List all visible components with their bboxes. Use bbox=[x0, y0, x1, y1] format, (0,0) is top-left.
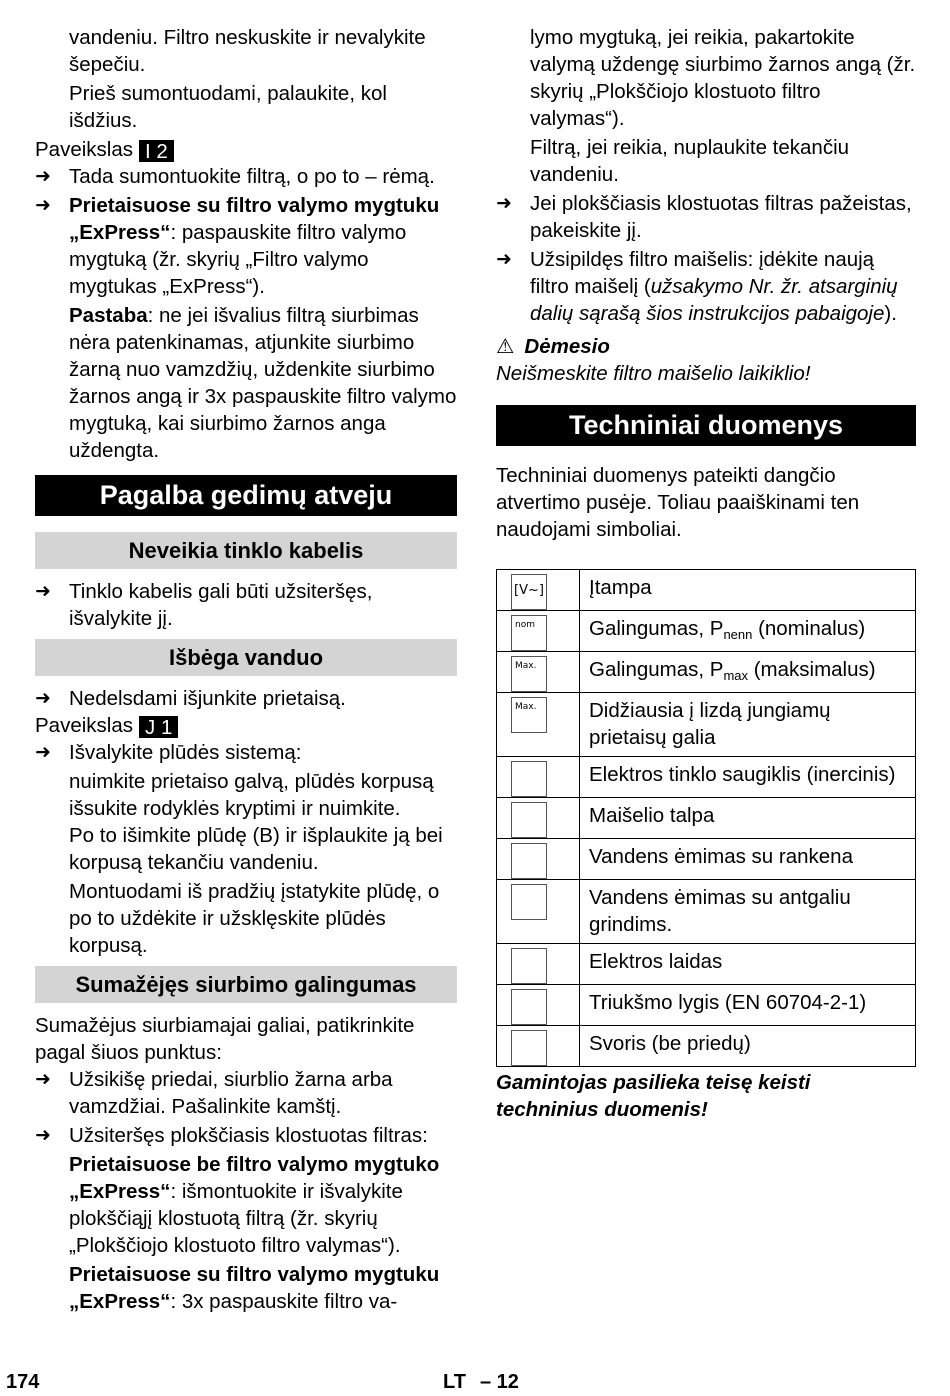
bullet-item: ➜ Išvalykite plūdės sistemą: bbox=[35, 739, 457, 766]
symbol-cell bbox=[497, 757, 580, 798]
bullet-item: ➜ Užsiteršęs plokščiasis klostuotas filtras: bbox=[35, 1122, 457, 1149]
disclaimer-note: Gamintojas pasilieka teisę keisti techninius duomenis! bbox=[496, 1071, 811, 1121]
figure-label: Paveikslas bbox=[35, 138, 133, 161]
bullet-item: ➜ Tada sumontuokite filtrą, o po to – rėmą. bbox=[35, 163, 457, 190]
table-row bbox=[497, 880, 916, 944]
description-cell bbox=[580, 985, 916, 1026]
description-cell bbox=[580, 757, 916, 798]
description-cell bbox=[580, 798, 916, 839]
subscript: nenn bbox=[723, 627, 753, 642]
symbol-description: Elektros laidas bbox=[589, 950, 723, 973]
paragraph-text: : išmontuokite ir išvalykite plokščiąjį klostuotą filtrą (žr. skyrių „Plokščiojo klostuoto filtro valymas“). bbox=[69, 1180, 403, 1257]
subsection-heading-suction: Sumažėjęs siurbimo galingumas bbox=[35, 966, 457, 1003]
fuse-icon bbox=[511, 761, 547, 797]
left-column bbox=[35, 24, 457, 1315]
description-cell bbox=[580, 652, 916, 693]
paragraph bbox=[35, 1261, 457, 1315]
table-row bbox=[497, 944, 916, 985]
weight-icon bbox=[511, 1030, 547, 1066]
symbol-cell bbox=[497, 652, 580, 693]
note-label: Pastaba bbox=[69, 304, 148, 327]
symbol-cell bbox=[497, 839, 580, 880]
paragraph: Sumažėjus siurbiamajai galiai, patikrinkite pagal šiuos punktus: bbox=[35, 1014, 415, 1064]
figure-reference bbox=[35, 712, 457, 739]
bullet-text: : paspauskite filtro valymo mygtuką (žr. skyrių „Filtro valymo mygtukas „ExPress“). bbox=[69, 221, 407, 298]
bullet-text: Užsipildęs filtro maišelis: įdėkite naują filtro maišelį ( bbox=[530, 248, 875, 298]
water-floor-icon bbox=[511, 884, 547, 920]
description-cell bbox=[580, 1026, 916, 1067]
description-cell bbox=[580, 839, 916, 880]
bullet-item: ➜ Užsikišę priedai, siurblio žarna arba vamzdžiai. Pašalinkite kamštį. bbox=[35, 1066, 457, 1120]
figure-reference bbox=[35, 136, 457, 163]
symbol-cell bbox=[497, 1026, 580, 1067]
figure-badge: J 1 bbox=[139, 716, 178, 738]
table-row bbox=[497, 611, 916, 652]
symbol-description: Vandens ėmimas su antgaliu grindims. bbox=[589, 886, 851, 936]
paragraph: Filtrą, jei reikia, nuplaukite tekančiu vandeniu. bbox=[530, 136, 850, 186]
symbol-description: Didžiausia į lizdą jungiamų prietaisų galia bbox=[589, 699, 831, 749]
symbol-description: Įtampa bbox=[589, 576, 652, 599]
symbol-description-suffix: (nominalus) bbox=[752, 617, 866, 640]
note-paragraph bbox=[35, 302, 457, 464]
symbol-description: Galingumas, P bbox=[589, 617, 724, 640]
description-cell bbox=[580, 570, 916, 611]
paragraph: Techniniai duomenys pateikti dangčio atvertimo pusėje. Toliau paaiškinami ten naudojami simboliai. bbox=[496, 464, 860, 541]
container-icon bbox=[511, 802, 547, 838]
bullet-item bbox=[35, 192, 457, 300]
table-row bbox=[497, 693, 916, 757]
bullet-item: ➜ Jei plokščiasis klostuotas filtras pažeistas, pakeiskite jį. bbox=[496, 190, 916, 244]
symbol-text: Max. bbox=[515, 702, 537, 712]
symbol-cell bbox=[497, 570, 580, 611]
description-cell bbox=[580, 944, 916, 985]
page-number: 174 bbox=[6, 1371, 40, 1393]
subscript: max bbox=[723, 668, 749, 683]
symbol-cell bbox=[497, 693, 580, 757]
paragraph: Prieš sumontuodami, palaukite, kol išdžius. bbox=[69, 82, 387, 132]
section-heading-tech: Techniniai duomenys bbox=[496, 405, 916, 446]
symbol-text: [V~] bbox=[514, 583, 544, 598]
paragraph: Montuodami iš pradžių įstatykite plūdę, o po to uždėkite ir užsklęskite plūdės korpusą. bbox=[69, 880, 440, 957]
noise-level-icon bbox=[511, 989, 547, 1025]
paragraph: lymo mygtuką, jei reikia, pakartokite valymą uždengę siurbimo žarnos angą (žr. skyrių „Plokščiojo klostuoto filtro valymas“). bbox=[530, 26, 916, 130]
symbol-cell bbox=[497, 944, 580, 985]
symbol-description: Elektros tinklo saugiklis (inercinis) bbox=[589, 763, 896, 786]
power-cord-icon bbox=[511, 948, 547, 984]
symbol-description-suffix: (maksimalus) bbox=[748, 658, 876, 681]
paragraph: Po to išimkite plūdę (B) ir išplaukite ją bei korpusą tekančiu vandeniu. bbox=[69, 824, 443, 874]
right-column bbox=[496, 24, 916, 1123]
symbol-table bbox=[496, 569, 916, 1067]
paragraph bbox=[35, 1151, 457, 1259]
description-cell bbox=[580, 693, 916, 757]
bullet-item bbox=[496, 246, 916, 327]
symbol-cell bbox=[497, 880, 580, 944]
warning-title bbox=[496, 333, 916, 360]
footer-language: LT bbox=[443, 1371, 466, 1393]
italic-text: užsakymo Nr. žr. atsarginių dalių sąrašą šios instrukcijos pabaigoje bbox=[530, 275, 898, 325]
bold-phrase: Prietaisuose be filtro valymo mygtuko „ExPress“ bbox=[69, 1153, 440, 1203]
symbol-cell bbox=[497, 611, 580, 652]
symbol-cell bbox=[497, 985, 580, 1026]
symbol-description: Svoris (be priedų) bbox=[589, 1032, 751, 1055]
figure-label: Paveikslas bbox=[35, 714, 133, 737]
subsection-heading-cable: Neveikia tinklo kabelis bbox=[35, 532, 457, 569]
bullet-item: ➜ Nedelsdami išjunkite prietaisą. bbox=[35, 685, 457, 712]
paragraph: nuimkite prietaiso galvą, plūdės korpusą išsukite rodyklės kryptimi ir nuimkite. bbox=[69, 770, 434, 820]
max-power-icon bbox=[511, 656, 547, 692]
paragraph-text: : 3x paspauskite filtro va- bbox=[170, 1290, 398, 1313]
bullet-text: ). bbox=[884, 302, 897, 325]
section-heading-help: Pagalba gedimų atveju bbox=[35, 475, 457, 516]
figure-badge: I 2 bbox=[139, 140, 174, 162]
table-row bbox=[497, 1026, 916, 1067]
water-handle-icon bbox=[511, 843, 547, 879]
description-cell bbox=[580, 880, 916, 944]
warning-label: Dėmesio bbox=[524, 335, 610, 358]
subsection-heading-water: Išbėga vanduo bbox=[35, 639, 457, 676]
bold-phrase: Prietaisuose su filtro valymo mygtuku „ExPress“ bbox=[69, 194, 440, 244]
table-row bbox=[497, 570, 916, 611]
nominal-power-icon bbox=[511, 615, 547, 651]
note-text: : ne jei išvalius filtrą siurbimas nėra patenkinamas, atjunkite siurbimo žarną nuo vamzdžių, uždenkite siurbimo žarnos angą ir 3x paspauskite filtro valymo mygtuką, kai siurbimo žarnos anga uždengta. bbox=[69, 304, 457, 462]
warning-text: Neišmeskite filtro maišelio laikiklio! bbox=[496, 362, 811, 385]
socket-power-icon bbox=[511, 697, 547, 733]
symbol-text: Max. bbox=[515, 661, 537, 671]
table-row bbox=[497, 798, 916, 839]
symbol-cell bbox=[497, 798, 580, 839]
bullet-item: ➜ Tinklo kabelis gali būti užsiteršęs, išvalykite jį. bbox=[35, 578, 457, 632]
symbol-description: Vandens ėmimas su rankena bbox=[589, 845, 853, 868]
footer-page-index: – 12 bbox=[480, 1371, 519, 1393]
symbol-description: Maišelio talpa bbox=[589, 804, 715, 827]
paragraph: vandeniu. Filtro neskuskite ir nevalykite šepečiu. bbox=[69, 26, 426, 76]
symbol-description: Galingumas, P bbox=[589, 658, 724, 681]
warning-icon: ⚠ bbox=[496, 334, 515, 358]
symbol-description: Triukšmo lygis (EN 60704-2-1) bbox=[589, 991, 867, 1014]
bold-phrase: Prietaisuose su filtro valymo mygtuku „ExPress“ bbox=[69, 1263, 440, 1313]
symbol-text: nom bbox=[515, 620, 535, 630]
table-row bbox=[497, 652, 916, 693]
table-row bbox=[497, 839, 916, 880]
table-row bbox=[497, 985, 916, 1026]
table-row bbox=[497, 757, 916, 798]
description-cell bbox=[580, 611, 916, 652]
voltage-icon bbox=[511, 574, 547, 610]
